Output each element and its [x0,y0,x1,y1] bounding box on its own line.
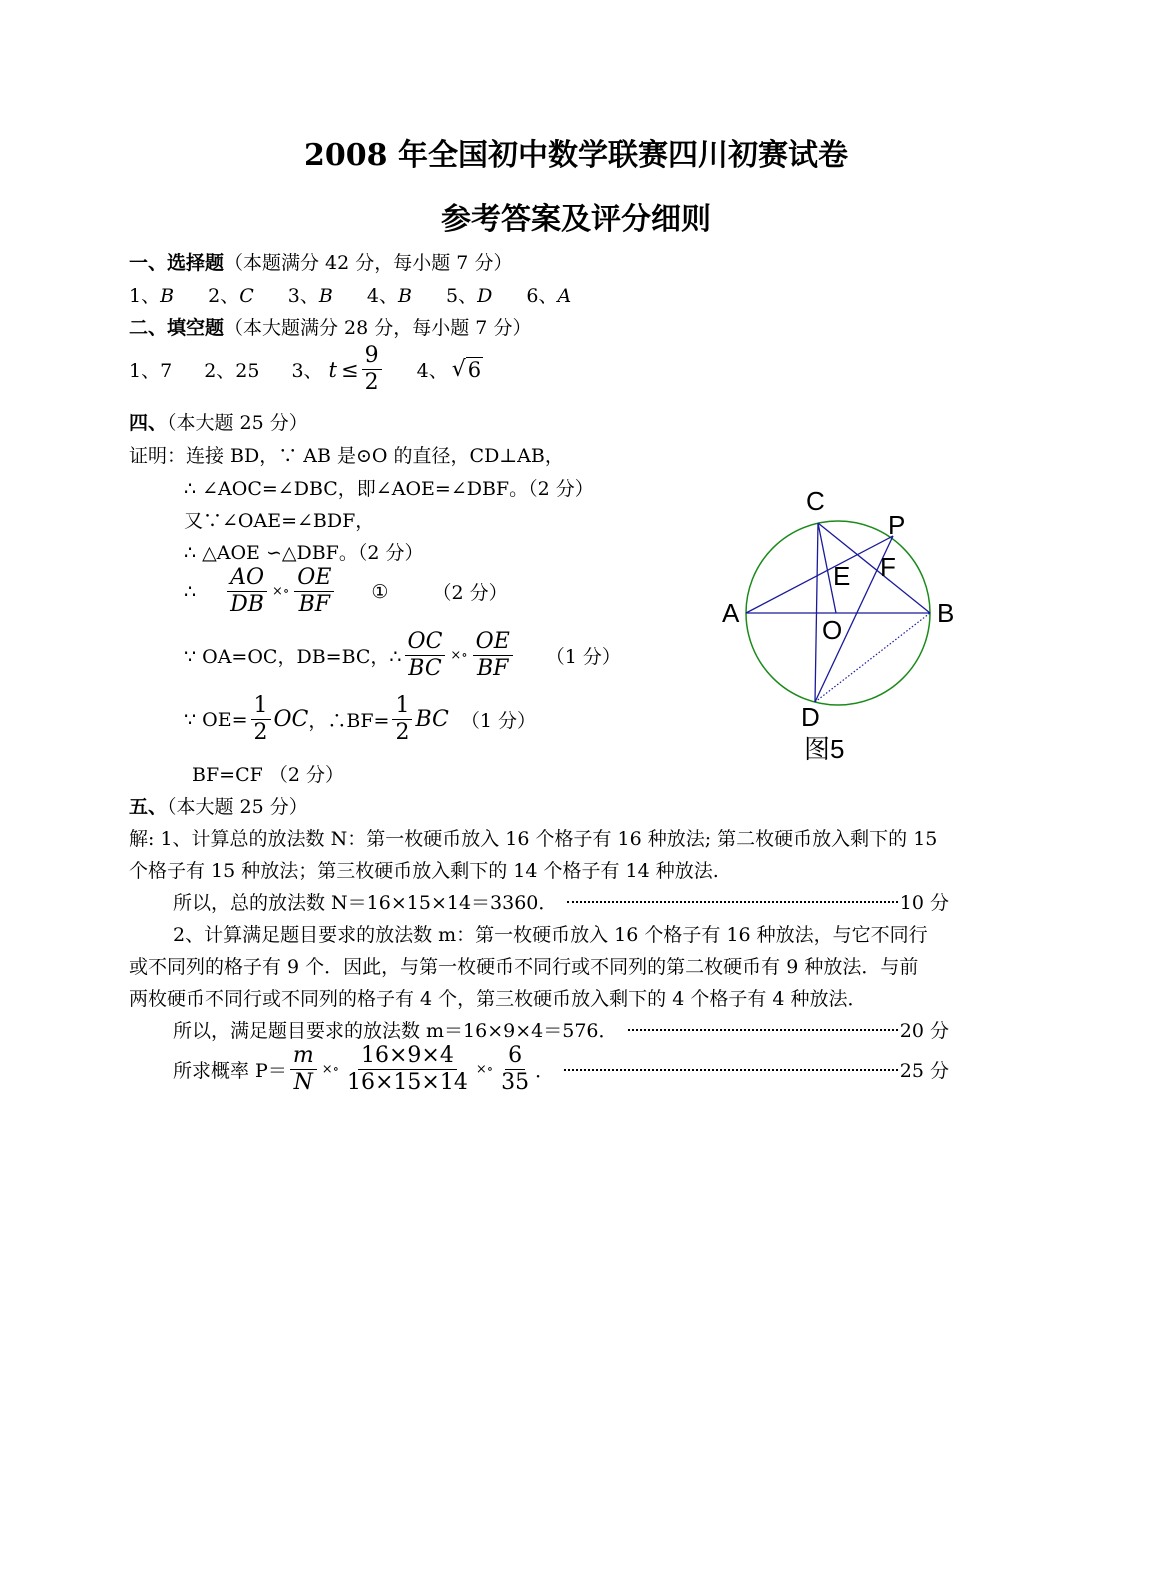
section4-note: （本大题 25 分） [167,412,308,434]
proof-text: ∵ OE= [184,708,248,731]
math-var: BC [415,707,449,733]
fraction-den: 35 [501,1070,530,1096]
label-D: D [801,702,820,732]
therefore-symbol: ∴ [184,580,197,603]
proof-text: ∵ OA=OC，DB=BC，∴ [184,646,402,669]
fraction-num: AO [227,566,267,592]
solution-line-6: 两枚硬币不同行或不同列的格子有 4 个，第三枚硬币放入剩下的 4 个格子有 4 种放法． [129,988,867,1010]
fraction [392,694,412,745]
score-note: （1 分） [545,646,621,669]
label-P: P [888,510,906,540]
fill-answer-3-var: t [328,357,337,382]
label-F: F [880,552,896,582]
section1-title: 一、选择题 [129,252,225,274]
fraction-num: 1 [251,694,271,720]
fraction-num: 6 [505,1044,525,1070]
proof-line-4: ∴ △AOE ∽△DBF。（2 分） [184,542,424,564]
score-note: （1 分） [460,710,537,733]
fraction [344,1044,471,1095]
fraction-den: 2 [364,370,379,396]
proof-line-5 [184,566,508,617]
label-E: E [833,561,851,591]
answer-num: 4、 [366,285,398,307]
solution-line-2: 个格子有 15 种放法；第三枚硬币放入剩下的 14 个格子有 14 种放法. [129,860,719,882]
answer-num: 1、 [129,285,161,307]
fill-answer-4-label: 4、 [416,360,448,383]
fraction-num: OE [473,630,513,656]
score-note: （2 分） [432,582,508,605]
fraction [498,1044,532,1095]
fraction-den: BC [408,656,442,682]
proof-line-6 [184,630,621,681]
section1-heading [129,248,512,275]
math-var: OC [273,707,309,733]
fill-answer-1: 1、7 [129,360,173,383]
page-subtitle: 参考答案及评分细则 [441,202,711,237]
score-note: 25 分 [899,1060,949,1083]
fraction [251,694,271,745]
solution-text: 所以，满足题目要求的放法数 m＝16×9×4＝576． [173,1020,618,1042]
fraction-den: DB [230,592,264,618]
section4-heading [129,408,308,435]
solution-text: 所求概率 P＝ [173,1060,287,1083]
solution-line-8 [173,1044,949,1095]
answer-num: 2、 [208,285,240,307]
answer-num: 6、 [526,285,558,307]
geometry-figure [700,480,1000,790]
solution-line-1: 解: 1、计算总的放法数 N：第一枚硬币放入 16 个格子有 16 种放法; 第二枚硬币放入剩下的 15 [129,828,938,850]
fraction-den: BF [477,656,509,682]
fill-answer-3-rel: ≤ [341,357,359,382]
equals-glyph: ×∘ [450,648,468,664]
fraction [294,566,334,617]
fraction-den: N [293,1070,313,1096]
equals-glyph: ×∘ [321,1062,339,1078]
fraction [362,344,382,395]
dot-leader [564,1069,898,1071]
section5-title: 五、 [129,796,168,818]
figure-lines [746,523,930,702]
answer-value: A [557,285,572,307]
equals-glyph: ×∘ [272,584,290,600]
section2-answers [129,344,483,395]
fraction [473,630,513,681]
proof-line-7 [184,694,536,745]
solution-line-3 [173,888,949,915]
solution-line-4: 2、计算满足题目要求的放法数 m：第一枚硬币放入 16 个格子有 16 种放法，与它不同行 [173,924,928,946]
fraction-num: m [290,1044,317,1070]
proof-text: ，∴BF= [308,710,390,733]
fraction-num: 16×9×4 [358,1044,457,1070]
answer-value: B [160,285,175,307]
label-C: C [806,486,825,516]
dot-leader [628,1029,898,1031]
proof-line-3: 又∵∠OAE=∠BDF， [184,510,375,532]
answer-value: B [318,285,333,307]
proof-line-8: BF=CF （2 分） [192,764,344,786]
label-B: B [937,598,955,628]
solution-text: ． [535,1060,555,1083]
fraction [405,630,446,681]
fill-answer-3-label: 3、 [291,360,323,383]
answer-value: D [477,285,493,307]
fraction-num: 9 [362,344,382,370]
section2-note: （本大题满分 28 分，每小题 7 分） [224,317,532,339]
fraction-den: 2 [253,720,268,746]
section2-heading [129,313,531,340]
answer-num: 5、 [446,285,478,307]
fraction-num: OC [405,630,446,656]
fraction [290,1044,317,1095]
fraction-num: 1 [392,694,412,720]
dot-leader [567,901,897,903]
solution-text: 所以，总的放法数 N＝16×15×14＝3360． [173,892,558,914]
proof-line-1: 证明：连接 BD，∵ AB 是⊙O 的直径，CD⊥AB， [129,445,564,467]
equation-mark: ① [371,580,389,603]
fraction-den: BF [298,592,331,618]
section5-heading [129,792,308,819]
fraction-num: OE [294,566,334,592]
fraction-den: 16×15×14 [346,1070,468,1096]
fill-answer-2: 2、25 [204,360,260,383]
section5-note: （本大题 25 分） [167,796,308,818]
sqrt-icon: √ [451,357,466,383]
section1-answers [129,281,571,308]
fill-answer-4-root: 6 [467,358,482,383]
section1-note: （本题满分 42 分，每小题 7 分） [224,252,513,274]
answer-value: B [398,285,412,307]
fraction [227,566,267,617]
score-note: 20 分 [899,1020,949,1042]
section4-title: 四、 [129,412,168,434]
page-title: 2008 年全国初中数学联赛四川初赛试卷 [304,138,848,173]
label-A: A [722,598,740,628]
proof-line-2: ∴ ∠AOC=∠DBC，即∠AOE=∠DBF。（2 分） [184,478,594,500]
equals-glyph: ×∘ [475,1062,494,1078]
label-O: O [822,615,843,645]
fraction-den: 2 [395,720,410,746]
answer-value: C [239,285,254,307]
answer-num: 3、 [287,285,319,307]
figure-caption: 图5 [804,734,845,764]
score-note: 10 分 [899,892,949,914]
segment-AP [746,536,893,613]
solution-line-5: 或不同列的格子有 9 个．因此，与第一枚硬币不同行或不同列的第二枚硬币有 9 种放法．与前 [129,956,919,978]
section2-title: 二、填空题 [129,317,225,339]
solution-line-7 [173,1016,949,1043]
